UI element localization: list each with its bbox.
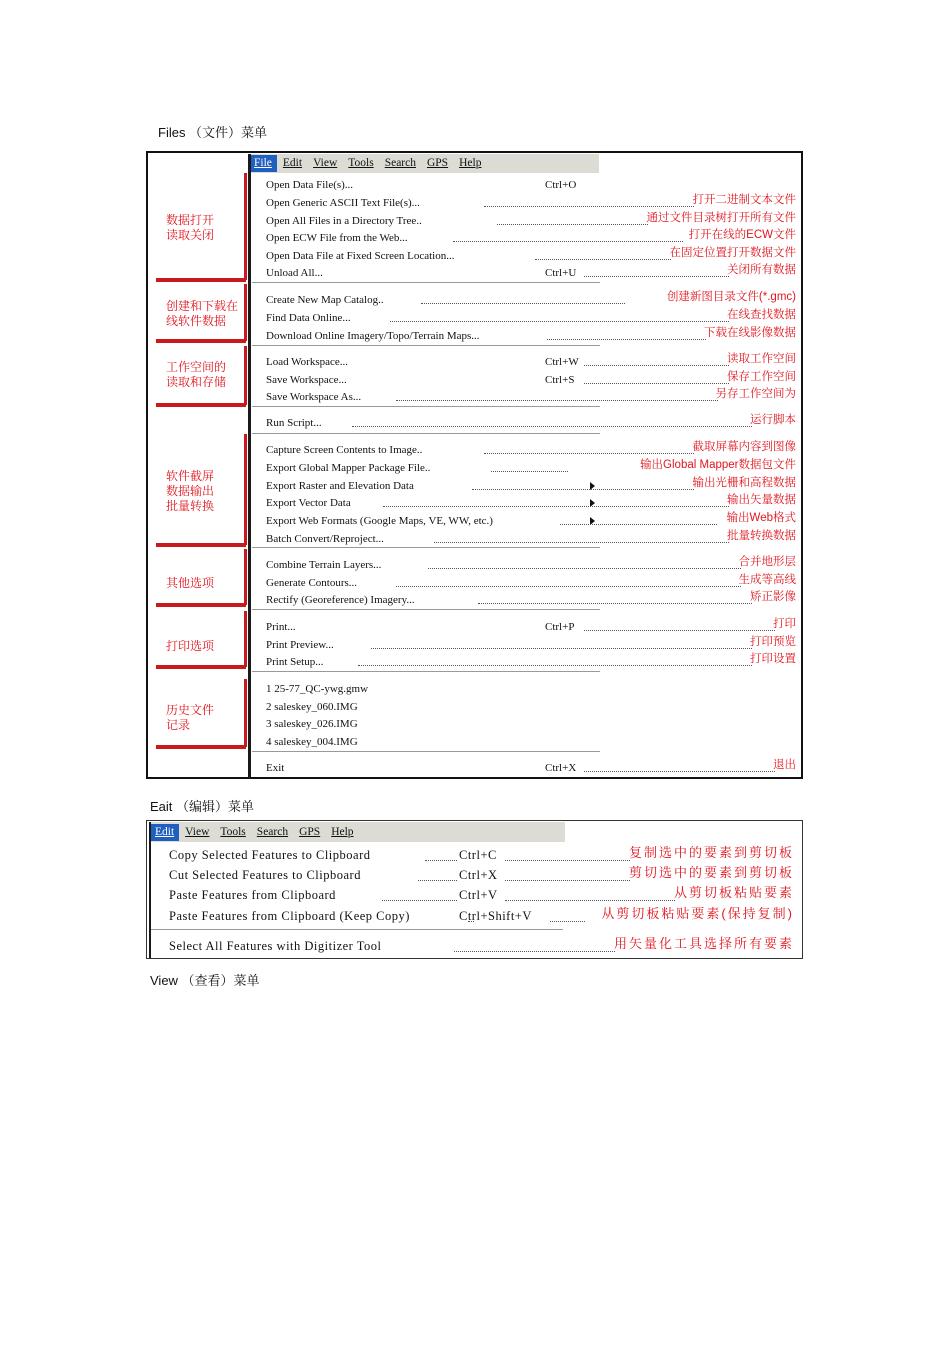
leader-line	[584, 771, 775, 772]
file-menu-shortcut: Ctrl+X	[545, 762, 577, 774]
file-menu-item[interactable]: Print Preview...	[266, 639, 334, 651]
file-menu-item[interactable]: Load Workspace...	[266, 356, 348, 368]
file-menu-item[interactable]: Capture Screen Contents to Image..	[266, 444, 423, 456]
group-label: 工作空间的 读取和存储	[166, 360, 227, 389]
file-menu-annotation: 读取工作空间	[727, 353, 796, 365]
menu-left-edge	[248, 154, 251, 778]
edit-menu-item[interactable]: Cut Selected Features to Clipboard	[169, 868, 361, 882]
file-menu-annotation: 打开二进制文本文件	[692, 194, 796, 206]
edit-caption: Eait （编辑）菜单	[150, 799, 255, 814]
group-label: 打印选项	[166, 639, 215, 653]
menu-search[interactable]: Search	[384, 157, 416, 169]
menu-separator	[252, 282, 600, 283]
menu-separator	[252, 406, 600, 407]
menu-edit[interactable]: Edit	[282, 157, 303, 169]
edit-menu-annotation: 复制选中的要素到剪切板	[628, 845, 794, 860]
file-menu-item[interactable]: Batch Convert/Reproject...	[266, 533, 384, 545]
group-bracket	[244, 173, 247, 280]
file-menu-annotation: 打印	[773, 618, 796, 630]
edit-menu-item[interactable]: Paste Features from Clipboard (Keep Copy)	[169, 909, 410, 923]
edit-menu-annotation: 从剪切板粘贴要素	[673, 885, 794, 900]
leader-line	[428, 568, 741, 569]
file-menu-item[interactable]: Open ECW File from the Web...	[266, 232, 408, 244]
edit-menu-shortcut: Ctrl+Shift+V	[459, 909, 532, 923]
file-menu-annotation: 输出Web格式	[726, 512, 796, 524]
leader-line	[547, 339, 706, 340]
edit-menu-figure	[146, 820, 803, 959]
file-menu-item[interactable]: 3 saleskey_026.IMG	[266, 718, 358, 730]
file-menu-item[interactable]: Export Web Formats (Google Maps, VE, WW, etc.)	[266, 515, 493, 527]
leader-line	[584, 383, 729, 384]
menu-file[interactable]: File	[249, 155, 277, 172]
file-menu-annotation: 保存工作空间	[727, 371, 796, 383]
file-menu-item[interactable]: Open Data File at Fixed Screen Location...	[266, 250, 455, 262]
group-bracket	[244, 679, 247, 747]
leader-line	[505, 900, 675, 901]
file-menu-shortcut: Ctrl+S	[545, 374, 575, 386]
menu-separator	[252, 671, 600, 672]
leader-line	[453, 241, 683, 242]
leader-line	[584, 276, 729, 277]
file-menu-annotation: 关闭所有数据	[727, 264, 796, 276]
edit-menu-shortcut: Ctrl+X	[459, 868, 498, 882]
leader-line	[421, 303, 625, 304]
leader-line	[425, 860, 457, 861]
group-underline	[156, 603, 246, 607]
group-label: 其他选项	[166, 576, 215, 590]
leader-line	[396, 400, 718, 401]
file-menu-item[interactable]: Open Data File(s)...	[266, 179, 354, 191]
leader-line	[383, 506, 729, 507]
file-menu-item[interactable]: 2 saleskey_060.IMG	[266, 701, 358, 713]
file-menu-item[interactable]: Exit	[266, 762, 285, 774]
leader-line	[550, 921, 585, 922]
edit-menu-view[interactable]: View	[185, 825, 210, 838]
leader-line	[454, 951, 615, 952]
group-underline	[156, 665, 246, 669]
group-label: 创建和下载在 线软件数据	[166, 299, 239, 328]
group-bracket	[244, 611, 247, 667]
menu-help[interactable]: Help	[459, 157, 482, 169]
leader-line	[434, 542, 729, 543]
group-underline	[156, 403, 246, 407]
file-menu-annotation: 运行脚本	[750, 414, 796, 426]
file-menu-item[interactable]: 1 25-77_QC-ywg.gmw	[266, 683, 369, 695]
edit-menu-edit[interactable]: Edit	[150, 824, 179, 841]
file-menu-item[interactable]: Print Setup...	[266, 656, 324, 668]
file-menu-shortcut: Ctrl+U	[545, 267, 577, 279]
file-menu-annotation: 输出Global Mapper数据包文件	[640, 459, 796, 471]
group-label: 数据打开 读取关闭	[166, 213, 215, 242]
edit-menu-shortcut: Ctrl+V	[459, 888, 498, 902]
group-bracket	[244, 434, 247, 545]
menu-separator	[252, 345, 600, 346]
file-menu-annotation: 打开在线的ECW文件	[688, 229, 796, 241]
leader-line	[491, 471, 569, 472]
edit-menu-tools[interactable]: Tools	[220, 825, 246, 838]
menu-separator	[252, 433, 600, 434]
file-menu-item[interactable]: Find Data Online...	[266, 312, 351, 324]
edit-menu-annotation: 从剪切板粘贴要素(保持复制)	[601, 906, 794, 921]
edit-menu-shortcut: Ctrl+C	[459, 848, 497, 862]
file-menu-annotation: 输出矢量数据	[727, 494, 796, 506]
leader-line	[584, 365, 729, 366]
leader-line	[358, 665, 752, 666]
file-menu-annotation: 打印预览	[750, 636, 796, 648]
menu-gps[interactable]: GPS	[426, 157, 449, 169]
leader-line	[535, 259, 672, 260]
menu-separator	[252, 751, 600, 752]
group-label: 软件截屏 数据输出 批量转换	[166, 469, 215, 513]
group-bracket	[244, 346, 247, 405]
file-menu-annotation: 下载在线影像数据	[704, 327, 796, 339]
file-menu-shortcut: Ctrl+O	[545, 179, 577, 191]
file-menu-annotation: 矫正影像	[750, 591, 796, 603]
file-menu-annotation: 通过文件目录树打开所有文件	[646, 212, 796, 224]
file-menu-annotation: 在固定位置打开数据文件	[669, 247, 796, 259]
file-menu-item[interactable]: Combine Terrain Layers...	[266, 559, 382, 571]
file-menu-item[interactable]: Export Vector Data	[266, 497, 351, 509]
menu-separator	[252, 547, 600, 548]
menu-separator	[151, 929, 563, 930]
edit-menubar	[150, 822, 565, 842]
edit-menu-item[interactable]: Select All Features with Digitizer Tool	[169, 939, 382, 953]
group-bracket	[244, 549, 247, 605]
edit-menu-help[interactable]: Help	[331, 825, 354, 838]
file-menu-annotation: 合并地形层	[738, 556, 796, 568]
edit-menu-gps[interactable]: GPS	[299, 825, 321, 838]
file-menu-item[interactable]: Open All Files in a Directory Tree..	[266, 215, 422, 227]
file-menu-item[interactable]: Unload All...	[266, 267, 323, 279]
menu-tools[interactable]: Tools	[348, 157, 374, 169]
menu-separator	[252, 609, 600, 610]
leader-line	[371, 648, 752, 649]
group-underline	[156, 278, 246, 282]
file-menu-shortcut: Ctrl+W	[545, 356, 579, 368]
edit-menu-item[interactable]: Copy Selected Features to Clipboard	[169, 848, 371, 862]
file-menu-annotation: 截取屏幕内容到图像	[692, 441, 796, 453]
file-menu-figure	[146, 151, 803, 779]
leader-line	[497, 224, 649, 225]
file-menu-item[interactable]: Save Workspace...	[266, 374, 347, 386]
file-menu-item[interactable]: Print...	[266, 621, 296, 633]
file-menu-annotation: 输出光栅和高程数据	[692, 477, 796, 489]
files-caption: Files （文件）菜单	[158, 125, 268, 140]
file-menu-annotation: 打印设置	[750, 653, 796, 665]
group-underline	[156, 339, 246, 343]
file-menu-item[interactable]: 4 saleskey_004.IMG	[266, 736, 358, 748]
file-menu-item[interactable]: Export Raster and Elevation Data	[266, 480, 414, 492]
file-menu-item[interactable]: Create New Map Catalog..	[266, 294, 384, 306]
file-menu-annotation: 生成等高线	[738, 574, 796, 586]
view-caption: View （查看）菜单	[150, 973, 260, 988]
file-menu-annotation: 另存工作空间为	[715, 388, 796, 400]
leader-line	[382, 900, 457, 901]
leader-line	[396, 586, 741, 587]
menu-view[interactable]: View	[313, 157, 338, 169]
group-bracket	[244, 284, 247, 341]
file-menu-item[interactable]: Generate Contours...	[266, 577, 358, 589]
edit-menu-search[interactable]: Search	[256, 825, 289, 838]
file-menu-annotation: 在线查找数据	[727, 309, 796, 321]
file-menu-item[interactable]: Save Workspace As...	[266, 391, 362, 403]
leader-line	[478, 603, 752, 604]
edit-menu-left-edge	[149, 822, 151, 958]
leader-line	[560, 524, 718, 525]
leader-line	[505, 860, 630, 861]
edit-menu-item[interactable]: Paste Features from Clipboard	[169, 888, 336, 902]
file-menu-annotation: 退出	[773, 759, 796, 771]
file-menu-annotation: 创建新图目录文件(*.gmc)	[666, 291, 796, 303]
edit-menu-annotation: 剪切选中的要素到剪切板	[628, 865, 794, 880]
leader-line	[418, 880, 457, 881]
leader-line	[505, 880, 630, 881]
group-label: 历史文件 记录	[166, 703, 215, 732]
leader-line	[390, 321, 729, 322]
file-menubar	[249, 154, 599, 173]
file-menu-item[interactable]: Rectify (Georeference) Imagery...	[266, 594, 415, 606]
group-underline	[156, 543, 246, 547]
edit-menu-annotation: 用矢量化工具选择所有要素	[613, 936, 794, 951]
file-menu-annotation: 批量转换数据	[727, 530, 796, 542]
file-menu-item[interactable]: Open Generic ASCII Text File(s)...	[266, 197, 420, 209]
leader-line	[468, 921, 474, 922]
leader-line	[484, 206, 694, 207]
file-menu-item[interactable]: Run Script...	[266, 417, 322, 429]
file-menu-shortcut: Ctrl+P	[545, 621, 575, 633]
leader-line	[584, 630, 775, 631]
group-underline	[156, 745, 246, 749]
leader-line	[352, 426, 752, 427]
leader-line	[472, 489, 695, 490]
leader-line	[484, 453, 694, 454]
file-menu-item[interactable]: Download Online Imagery/Topo/Terrain Maps...	[266, 330, 480, 342]
file-menu-item[interactable]: Export Global Mapper Package File..	[266, 462, 431, 474]
